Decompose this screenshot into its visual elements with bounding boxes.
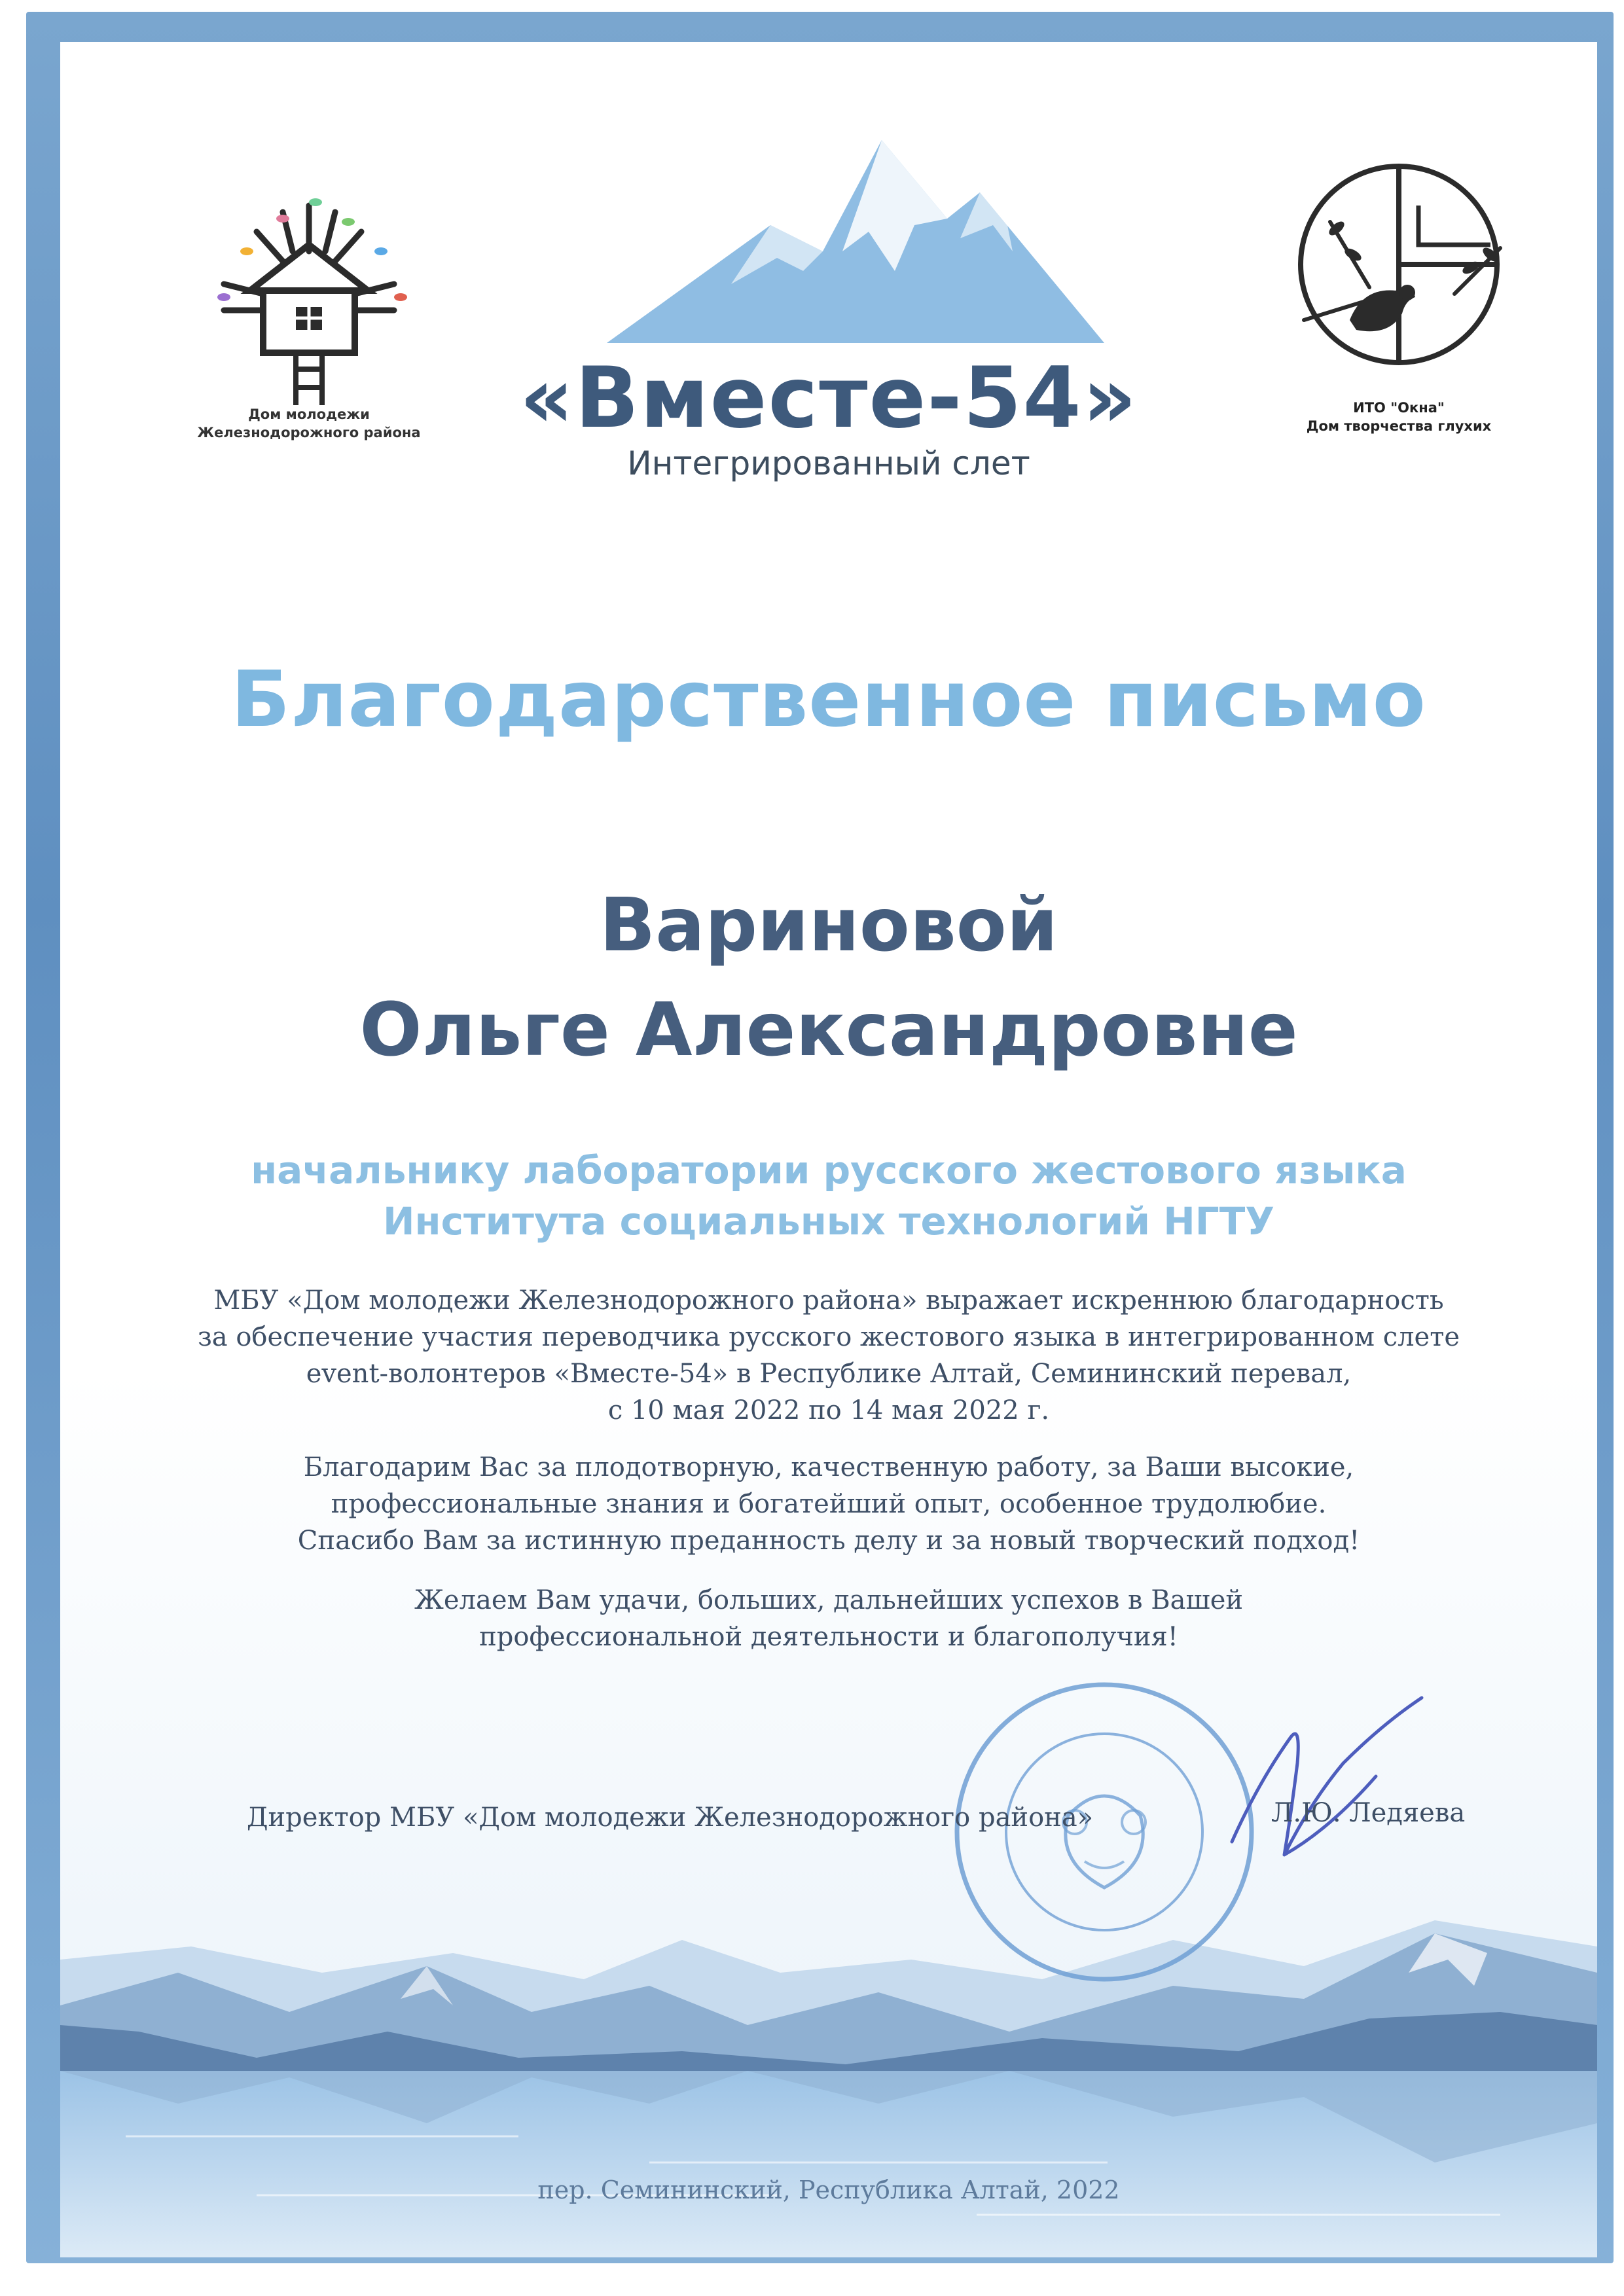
signatory-name: Л.Ю. Ледяева <box>1271 1798 1466 1828</box>
body-paragraph-1 <box>60 1282 1597 1429</box>
right-logo-caption-line1: ИТО "Окна" <box>1353 400 1445 416</box>
left-logo-caption-line2: Железнодорожного района <box>197 425 421 440</box>
body-p1-line: МБУ «Дом молодежи Железнодорожного района» выражает искреннюю благодарность <box>213 1285 1444 1316</box>
body-p3-line: профессиональной деятельности и благополучия! <box>479 1622 1178 1652</box>
body-p2-line: Спасибо Вам за истинную преданность делу и за новый творческий подход! <box>297 1526 1360 1556</box>
body-paragraph-2 <box>60 1449 1597 1559</box>
right-logo-caption <box>1258 399 1540 435</box>
document-title: Благодарственное письмо <box>231 654 1426 744</box>
body-p1-line: за обеспечение участия переводчика русского жестового языка в интегрированном слете <box>197 1322 1460 1352</box>
window-bird-icon <box>1291 156 1507 372</box>
recipient-surname: Вариновой <box>599 883 1058 968</box>
left-logo-caption-line1: Дом молодежи <box>248 406 370 422</box>
body-p3-line: Желаем Вам удачи, больших, дальнейших успехов в Вашей <box>414 1585 1244 1615</box>
body-p1-line: с 10 мая 2022 по 14 мая 2022 г. <box>607 1395 1050 1426</box>
recipient-given-names: Ольге Александровне <box>359 988 1298 1073</box>
recipient-position <box>60 1145 1597 1247</box>
recipient-name <box>60 873 1597 1083</box>
brand-title: «Вместе-54» <box>519 350 1138 447</box>
position-line2: Института социальных технологий НГТУ <box>382 1199 1275 1244</box>
mountain-icon <box>607 120 1104 356</box>
signatory-role: Директор МБУ «Дом молодежи Железнодорожного района» <box>247 1803 1094 1833</box>
certificate-sheet <box>60 42 1597 2257</box>
body-p2-line: профессиональные знания и богатейший опыт, особенное трудолюбие. <box>331 1489 1327 1519</box>
footer-location: пер. Семининский, Республика Алтай, 2022 <box>537 2176 1120 2204</box>
body-p2-line: Благодарим Вас за плодотворную, качественную работу, за Ваши высокие, <box>303 1452 1354 1482</box>
body-p1-line: event-волонтеров «Вместе-54» в Республике Алтай, Семининский перевал, <box>306 1359 1352 1389</box>
right-logo-caption-line2: Дом творчества глухих <box>1306 418 1492 434</box>
body-paragraph-3 <box>60 1582 1597 1655</box>
brand-subtitle: Интегрированный слет <box>627 444 1030 482</box>
handwritten-signature-icon <box>1212 1685 1428 1901</box>
position-line1: начальнику лаборатории русского жестового языка <box>251 1148 1407 1193</box>
